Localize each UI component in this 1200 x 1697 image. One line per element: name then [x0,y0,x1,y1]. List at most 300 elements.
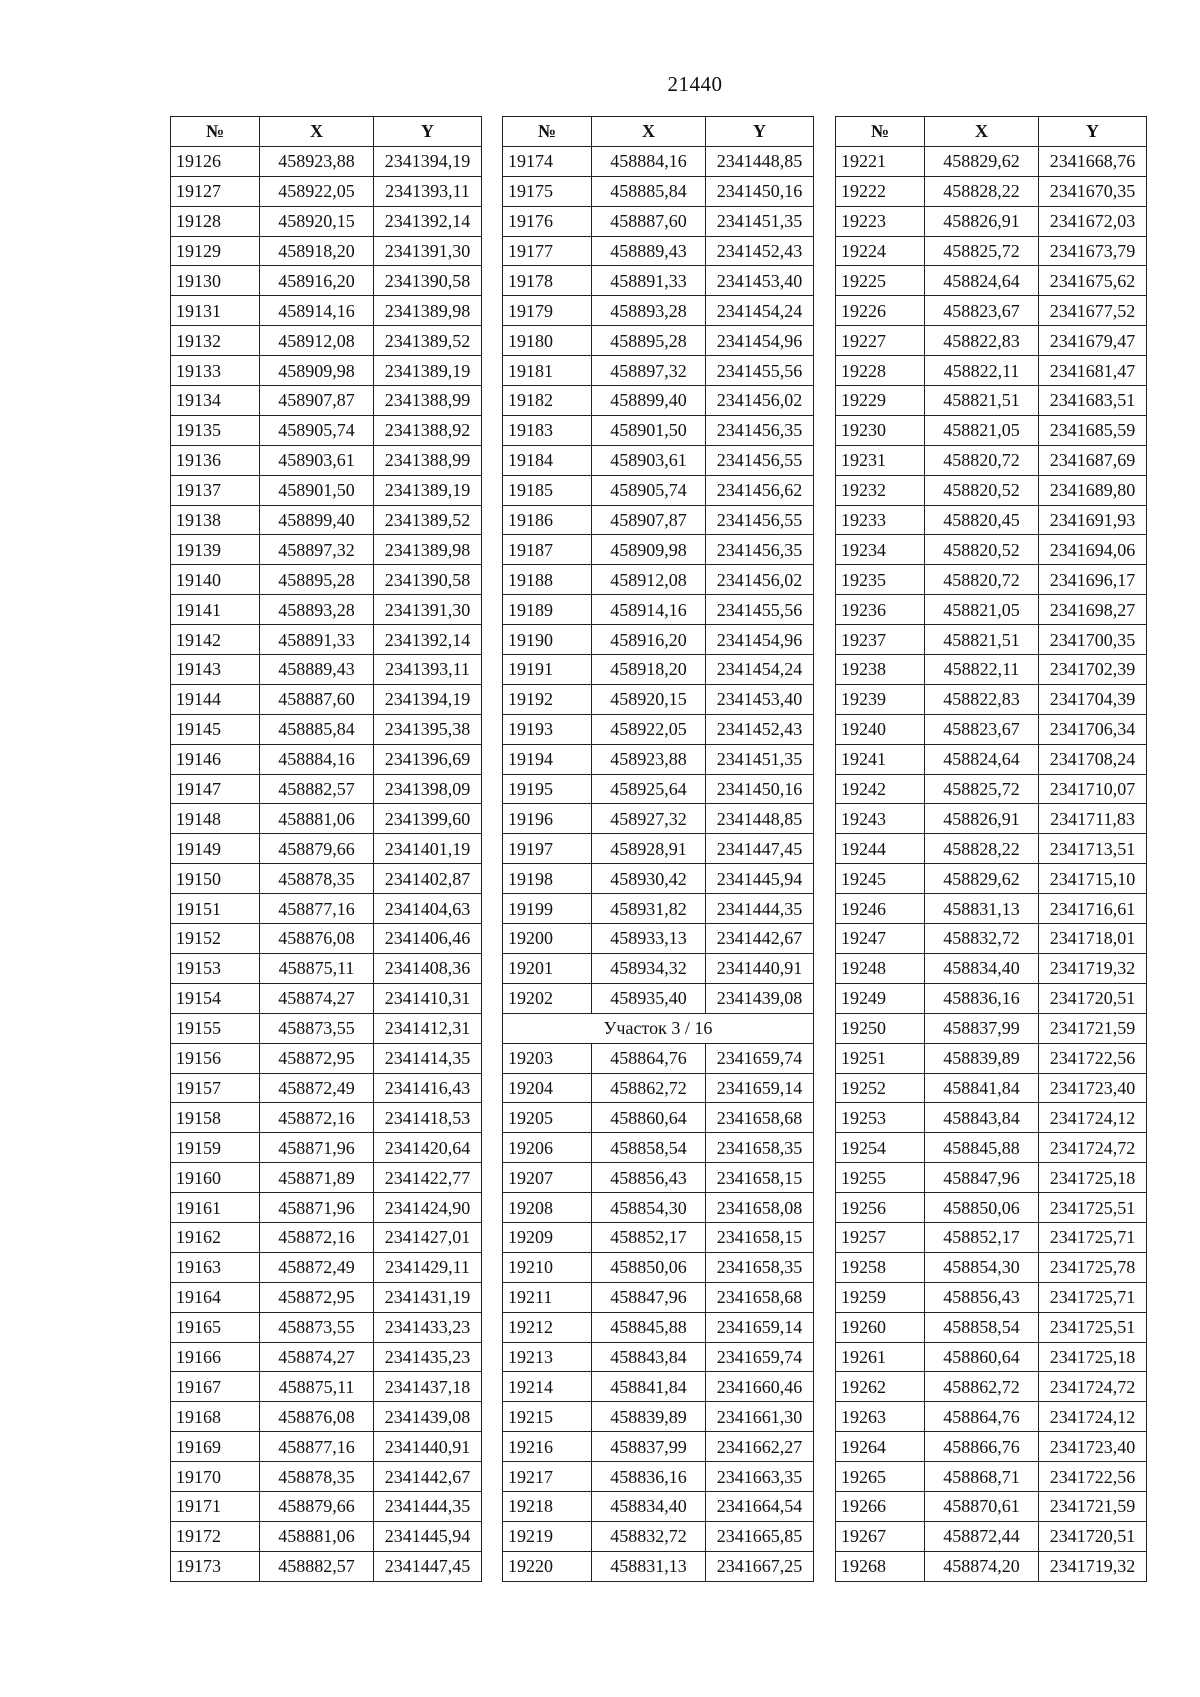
table-row [836,415,1147,445]
point-number-cell: 19146 [171,744,260,774]
x-coordinate-cell: 458822,11 [925,356,1039,386]
table-row [836,983,1147,1013]
table-row [836,386,1147,416]
point-number-cell: 19267 [836,1521,925,1551]
x-coordinate-cell: 458905,74 [592,475,706,505]
point-number-cell: 19159 [171,1133,260,1163]
y-coordinate-cell: 2341659,14 [706,1073,814,1103]
point-number-cell: 19143 [171,655,260,685]
point-number-cell: 19199 [503,894,592,924]
y-coordinate-cell: 2341390,58 [374,565,482,595]
table-row [171,1103,482,1133]
y-coordinate-cell: 2341420,64 [374,1133,482,1163]
table-row [171,1551,482,1581]
y-coordinate-cell: 2341658,35 [706,1252,814,1282]
y-coordinate-cell: 2341456,35 [706,535,814,565]
x-coordinate-cell: 458823,67 [925,714,1039,744]
table-row [171,176,482,206]
x-coordinate-cell: 458856,43 [592,1163,706,1193]
table-row [171,1521,482,1551]
y-coordinate-cell: 2341447,45 [706,834,814,864]
point-number-cell: 19166 [171,1342,260,1372]
point-number-cell: 19239 [836,684,925,714]
table-row [503,1222,814,1252]
y-coordinate-cell: 2341410,31 [374,983,482,1013]
y-coordinate-cell: 2341696,17 [1039,565,1147,595]
point-number-cell: 19132 [171,326,260,356]
x-coordinate-cell: 458824,64 [925,744,1039,774]
y-coordinate-cell: 2341724,12 [1039,1103,1147,1133]
table-row [171,266,482,296]
point-number-cell: 19197 [503,834,592,864]
y-coordinate-cell: 2341658,68 [706,1282,814,1312]
point-number-cell: 19230 [836,415,925,445]
x-coordinate-cell: 458903,61 [260,445,374,475]
point-number-cell: 19243 [836,804,925,834]
coordinates-table-2 [502,116,814,1582]
point-number-cell: 19248 [836,953,925,983]
x-coordinate-cell: 458887,60 [260,684,374,714]
point-number-cell: 19196 [503,804,592,834]
y-coordinate-cell: 2341725,51 [1039,1193,1147,1223]
x-coordinate-cell: 458843,84 [925,1103,1039,1133]
header-number: № [836,117,925,147]
x-coordinate-cell: 458885,84 [592,176,706,206]
header-y: Y [374,117,482,147]
header-number: № [171,117,260,147]
point-number-cell: 19232 [836,475,925,505]
point-number-cell: 19163 [171,1252,260,1282]
x-coordinate-cell: 458828,22 [925,834,1039,864]
y-coordinate-cell: 2341444,35 [374,1491,482,1521]
x-coordinate-cell: 458920,15 [260,206,374,236]
y-coordinate-cell: 2341725,71 [1039,1282,1147,1312]
y-coordinate-cell: 2341698,27 [1039,595,1147,625]
x-coordinate-cell: 458885,84 [260,714,374,744]
point-number-cell: 19211 [503,1282,592,1312]
x-coordinate-cell: 458874,27 [260,1342,374,1372]
table-row [503,176,814,206]
y-coordinate-cell: 2341393,11 [374,176,482,206]
table-row [171,236,482,266]
y-coordinate-cell: 2341396,69 [374,744,482,774]
table-row [503,1462,814,1492]
x-coordinate-cell: 458841,84 [592,1372,706,1402]
y-coordinate-cell: 2341721,59 [1039,1491,1147,1521]
table-row [836,1432,1147,1462]
y-coordinate-cell: 2341719,32 [1039,1551,1147,1581]
x-coordinate-cell: 458887,60 [592,206,706,236]
point-number-cell: 19241 [836,744,925,774]
table-row [836,625,1147,655]
y-coordinate-cell: 2341406,46 [374,924,482,954]
y-coordinate-cell: 2341388,99 [374,445,482,475]
table-row [836,804,1147,834]
table-row [836,1282,1147,1312]
y-coordinate-cell: 2341394,19 [374,146,482,176]
point-number-cell: 19172 [171,1521,260,1551]
y-coordinate-cell: 2341679,47 [1039,326,1147,356]
point-number-cell: 19144 [171,684,260,714]
point-number-cell: 19188 [503,565,592,595]
x-coordinate-cell: 458881,06 [260,804,374,834]
header-x: X [925,117,1039,147]
y-coordinate-cell: 2341672,03 [1039,206,1147,236]
point-number-cell: 19242 [836,774,925,804]
table-row [836,595,1147,625]
x-coordinate-cell: 458877,16 [260,894,374,924]
table-row [836,684,1147,714]
table-row [836,326,1147,356]
x-coordinate-cell: 458824,64 [925,266,1039,296]
point-number-cell: 19195 [503,774,592,804]
table-row [171,1491,482,1521]
y-coordinate-cell: 2341456,35 [706,415,814,445]
y-coordinate-cell: 2341702,39 [1039,655,1147,685]
point-number-cell: 19247 [836,924,925,954]
point-number-cell: 19220 [503,1551,592,1581]
table-row [503,1163,814,1193]
x-coordinate-cell: 458914,16 [260,296,374,326]
table-row [171,535,482,565]
x-coordinate-cell: 458914,16 [592,595,706,625]
point-number-cell: 19244 [836,834,925,864]
x-coordinate-cell: 458823,67 [925,296,1039,326]
table-row [171,1252,482,1282]
y-coordinate-cell: 2341725,18 [1039,1342,1147,1372]
table-row [503,1252,814,1282]
x-coordinate-cell: 458832,72 [592,1521,706,1551]
table-row [503,804,814,834]
table-row [503,236,814,266]
table-row [503,1432,814,1462]
table-row [836,1491,1147,1521]
x-coordinate-cell: 458822,11 [925,655,1039,685]
point-number-cell: 19238 [836,655,925,685]
point-number-cell: 19147 [171,774,260,804]
table-row [503,1043,814,1073]
x-coordinate-cell: 458825,72 [925,236,1039,266]
table-row [171,864,482,894]
point-number-cell: 19173 [171,1551,260,1581]
point-number-cell: 19234 [836,535,925,565]
point-number-cell: 19207 [503,1163,592,1193]
y-coordinate-cell: 2341399,60 [374,804,482,834]
table-row [836,356,1147,386]
point-number-cell: 19180 [503,326,592,356]
y-coordinate-cell: 2341389,52 [374,505,482,535]
y-coordinate-cell: 2341719,32 [1039,953,1147,983]
x-coordinate-cell: 458820,45 [925,505,1039,535]
x-coordinate-cell: 458852,17 [925,1222,1039,1252]
y-coordinate-cell: 2341402,87 [374,864,482,894]
y-coordinate-cell: 2341711,83 [1039,804,1147,834]
y-coordinate-cell: 2341392,14 [374,206,482,236]
y-coordinate-cell: 2341393,11 [374,655,482,685]
point-number-cell: 19164 [171,1282,260,1312]
point-number-cell: 19127 [171,176,260,206]
point-number-cell: 19167 [171,1372,260,1402]
y-coordinate-cell: 2341448,85 [706,146,814,176]
y-coordinate-cell: 2341725,71 [1039,1222,1147,1252]
table-row [171,774,482,804]
x-coordinate-cell: 458860,64 [925,1342,1039,1372]
table-row [836,1103,1147,1133]
x-coordinate-cell: 458873,55 [260,1013,374,1043]
point-number-cell: 19202 [503,983,592,1013]
point-number-cell: 19149 [171,834,260,864]
table-row [503,1372,814,1402]
table-row [171,804,482,834]
point-number-cell: 19185 [503,475,592,505]
point-number-cell: 19223 [836,206,925,236]
point-number-cell: 19209 [503,1222,592,1252]
point-number-cell: 19129 [171,236,260,266]
y-coordinate-cell: 2341447,45 [374,1551,482,1581]
x-coordinate-cell: 458841,84 [925,1073,1039,1103]
y-coordinate-cell: 2341456,55 [706,445,814,475]
table-row [836,535,1147,565]
point-number-cell: 19174 [503,146,592,176]
table-row [836,565,1147,595]
table-row [503,1551,814,1581]
point-number-cell: 19178 [503,266,592,296]
table-row [836,894,1147,924]
table-row [503,924,814,954]
point-number-cell: 19184 [503,445,592,475]
x-coordinate-cell: 458879,66 [260,1491,374,1521]
y-coordinate-cell: 2341424,90 [374,1193,482,1223]
x-coordinate-cell: 458907,87 [260,386,374,416]
point-number-cell: 19219 [503,1521,592,1551]
y-coordinate-cell: 2341452,43 [706,714,814,744]
x-coordinate-cell: 458933,13 [592,924,706,954]
y-coordinate-cell: 2341444,35 [706,894,814,924]
x-coordinate-cell: 458923,88 [260,146,374,176]
x-coordinate-cell: 458831,13 [592,1551,706,1581]
y-coordinate-cell: 2341722,56 [1039,1043,1147,1073]
x-coordinate-cell: 458893,28 [592,296,706,326]
y-coordinate-cell: 2341661,30 [706,1402,814,1432]
x-coordinate-cell: 458847,96 [592,1282,706,1312]
point-number-cell: 19193 [503,714,592,744]
table-row [171,714,482,744]
y-coordinate-cell: 2341670,35 [1039,176,1147,206]
point-number-cell: 19259 [836,1282,925,1312]
y-coordinate-cell: 2341431,19 [374,1282,482,1312]
table-header-row [503,117,814,147]
x-coordinate-cell: 458891,33 [260,625,374,655]
point-number-cell: 19155 [171,1013,260,1043]
y-coordinate-cell: 2341658,15 [706,1163,814,1193]
table-row [503,714,814,744]
x-coordinate-cell: 458850,06 [925,1193,1039,1223]
x-coordinate-cell: 458927,32 [592,804,706,834]
x-coordinate-cell: 458897,32 [592,356,706,386]
x-coordinate-cell: 458909,98 [260,356,374,386]
x-coordinate-cell: 458834,40 [925,953,1039,983]
table-row [503,864,814,894]
table-row [171,1073,482,1103]
table-row [171,655,482,685]
x-coordinate-cell: 458868,71 [925,1462,1039,1492]
y-coordinate-cell: 2341395,38 [374,714,482,744]
table-row [836,1163,1147,1193]
point-number-cell: 19210 [503,1252,592,1282]
table-row [503,1103,814,1133]
y-coordinate-cell: 2341725,18 [1039,1163,1147,1193]
table-row [836,1193,1147,1223]
table-row [503,1312,814,1342]
point-number-cell: 19150 [171,864,260,894]
x-coordinate-cell: 458854,30 [592,1193,706,1223]
table-row [171,326,482,356]
table-row [503,415,814,445]
table-row [836,445,1147,475]
y-coordinate-cell: 2341720,51 [1039,1521,1147,1551]
table-row [171,1133,482,1163]
table-row [836,266,1147,296]
y-coordinate-cell: 2341708,24 [1039,744,1147,774]
y-coordinate-cell: 2341456,55 [706,505,814,535]
y-coordinate-cell: 2341677,52 [1039,296,1147,326]
point-number-cell: 19140 [171,565,260,595]
point-number-cell: 19181 [503,356,592,386]
point-number-cell: 19208 [503,1193,592,1223]
table-row [171,146,482,176]
x-coordinate-cell: 458918,20 [260,236,374,266]
x-coordinate-cell: 458836,16 [925,983,1039,1013]
y-coordinate-cell: 2341452,43 [706,236,814,266]
x-coordinate-cell: 458839,89 [592,1402,706,1432]
point-number-cell: 19266 [836,1491,925,1521]
x-coordinate-cell: 458881,06 [260,1521,374,1551]
table-row [171,1282,482,1312]
table-row [171,1342,482,1372]
table-row [171,386,482,416]
x-coordinate-cell: 458820,72 [925,565,1039,595]
y-coordinate-cell: 2341404,63 [374,894,482,924]
x-coordinate-cell: 458852,17 [592,1222,706,1252]
y-coordinate-cell: 2341454,24 [706,655,814,685]
point-number-cell: 19258 [836,1252,925,1282]
x-coordinate-cell: 458854,30 [925,1252,1039,1282]
point-number-cell: 19145 [171,714,260,744]
y-coordinate-cell: 2341665,85 [706,1521,814,1551]
point-number-cell: 19265 [836,1462,925,1492]
point-number-cell: 19249 [836,983,925,1013]
table-row [836,1133,1147,1163]
x-coordinate-cell: 458918,20 [592,655,706,685]
point-number-cell: 19126 [171,146,260,176]
table-row [503,326,814,356]
table-row [836,1551,1147,1581]
point-number-cell: 19176 [503,206,592,236]
point-number-cell: 19257 [836,1222,925,1252]
y-coordinate-cell: 2341668,76 [1039,146,1147,176]
point-number-cell: 19218 [503,1491,592,1521]
x-coordinate-cell: 458858,54 [925,1312,1039,1342]
y-coordinate-cell: 2341389,19 [374,356,482,386]
y-coordinate-cell: 2341722,56 [1039,1462,1147,1492]
x-coordinate-cell: 458864,76 [592,1043,706,1073]
y-coordinate-cell: 2341451,35 [706,206,814,236]
point-number-cell: 19198 [503,864,592,894]
page-number: 21440 [667,72,723,96]
x-coordinate-cell: 458856,43 [925,1282,1039,1312]
point-number-cell: 19225 [836,266,925,296]
point-number-cell: 19135 [171,415,260,445]
point-number-cell: 19235 [836,565,925,595]
table-row [171,1163,482,1193]
y-coordinate-cell: 2341442,67 [706,924,814,954]
x-coordinate-cell: 458872,95 [260,1282,374,1312]
point-number-cell: 19169 [171,1432,260,1462]
x-coordinate-cell: 458864,76 [925,1402,1039,1432]
y-coordinate-cell: 2341455,56 [706,595,814,625]
table-row [836,1462,1147,1492]
table-row [836,475,1147,505]
x-coordinate-cell: 458860,64 [592,1103,706,1133]
y-coordinate-cell: 2341429,11 [374,1252,482,1282]
table-row [503,475,814,505]
x-coordinate-cell: 458893,28 [260,595,374,625]
point-number-cell: 19192 [503,684,592,714]
x-coordinate-cell: 458820,52 [925,535,1039,565]
x-coordinate-cell: 458872,49 [260,1073,374,1103]
point-number-cell: 19175 [503,176,592,206]
x-coordinate-cell: 458895,28 [260,565,374,595]
y-coordinate-cell: 2341440,91 [374,1432,482,1462]
x-coordinate-cell: 458901,50 [592,415,706,445]
x-coordinate-cell: 458872,16 [260,1222,374,1252]
x-coordinate-cell: 458826,91 [925,804,1039,834]
table-row [171,1193,482,1223]
y-coordinate-cell: 2341391,30 [374,236,482,266]
table-row [836,1222,1147,1252]
x-coordinate-cell: 458916,20 [592,625,706,655]
table-row [503,356,814,386]
y-coordinate-cell: 2341658,15 [706,1222,814,1252]
x-coordinate-cell: 458821,05 [925,595,1039,625]
table-row [503,595,814,625]
point-number-cell: 19136 [171,445,260,475]
y-coordinate-cell: 2341660,46 [706,1372,814,1402]
x-coordinate-cell: 458912,08 [260,326,374,356]
point-number-cell: 19246 [836,894,925,924]
x-coordinate-cell: 458895,28 [592,326,706,356]
table-row [836,146,1147,176]
point-number-cell: 19222 [836,176,925,206]
x-coordinate-cell: 458934,32 [592,953,706,983]
y-coordinate-cell: 2341398,09 [374,774,482,804]
y-coordinate-cell: 2341658,68 [706,1103,814,1133]
y-coordinate-cell: 2341664,54 [706,1491,814,1521]
header-y: Y [706,117,814,147]
table-row [503,774,814,804]
x-coordinate-cell: 458884,16 [592,146,706,176]
y-coordinate-cell: 2341389,19 [374,475,482,505]
y-coordinate-cell: 2341445,94 [706,864,814,894]
table-row [836,176,1147,206]
point-number-cell: 19251 [836,1043,925,1073]
point-number-cell: 19182 [503,386,592,416]
x-coordinate-cell: 458922,05 [260,176,374,206]
x-coordinate-cell: 458862,72 [592,1073,706,1103]
table-row [836,236,1147,266]
y-coordinate-cell: 2341451,35 [706,744,814,774]
table-row [171,1222,482,1252]
